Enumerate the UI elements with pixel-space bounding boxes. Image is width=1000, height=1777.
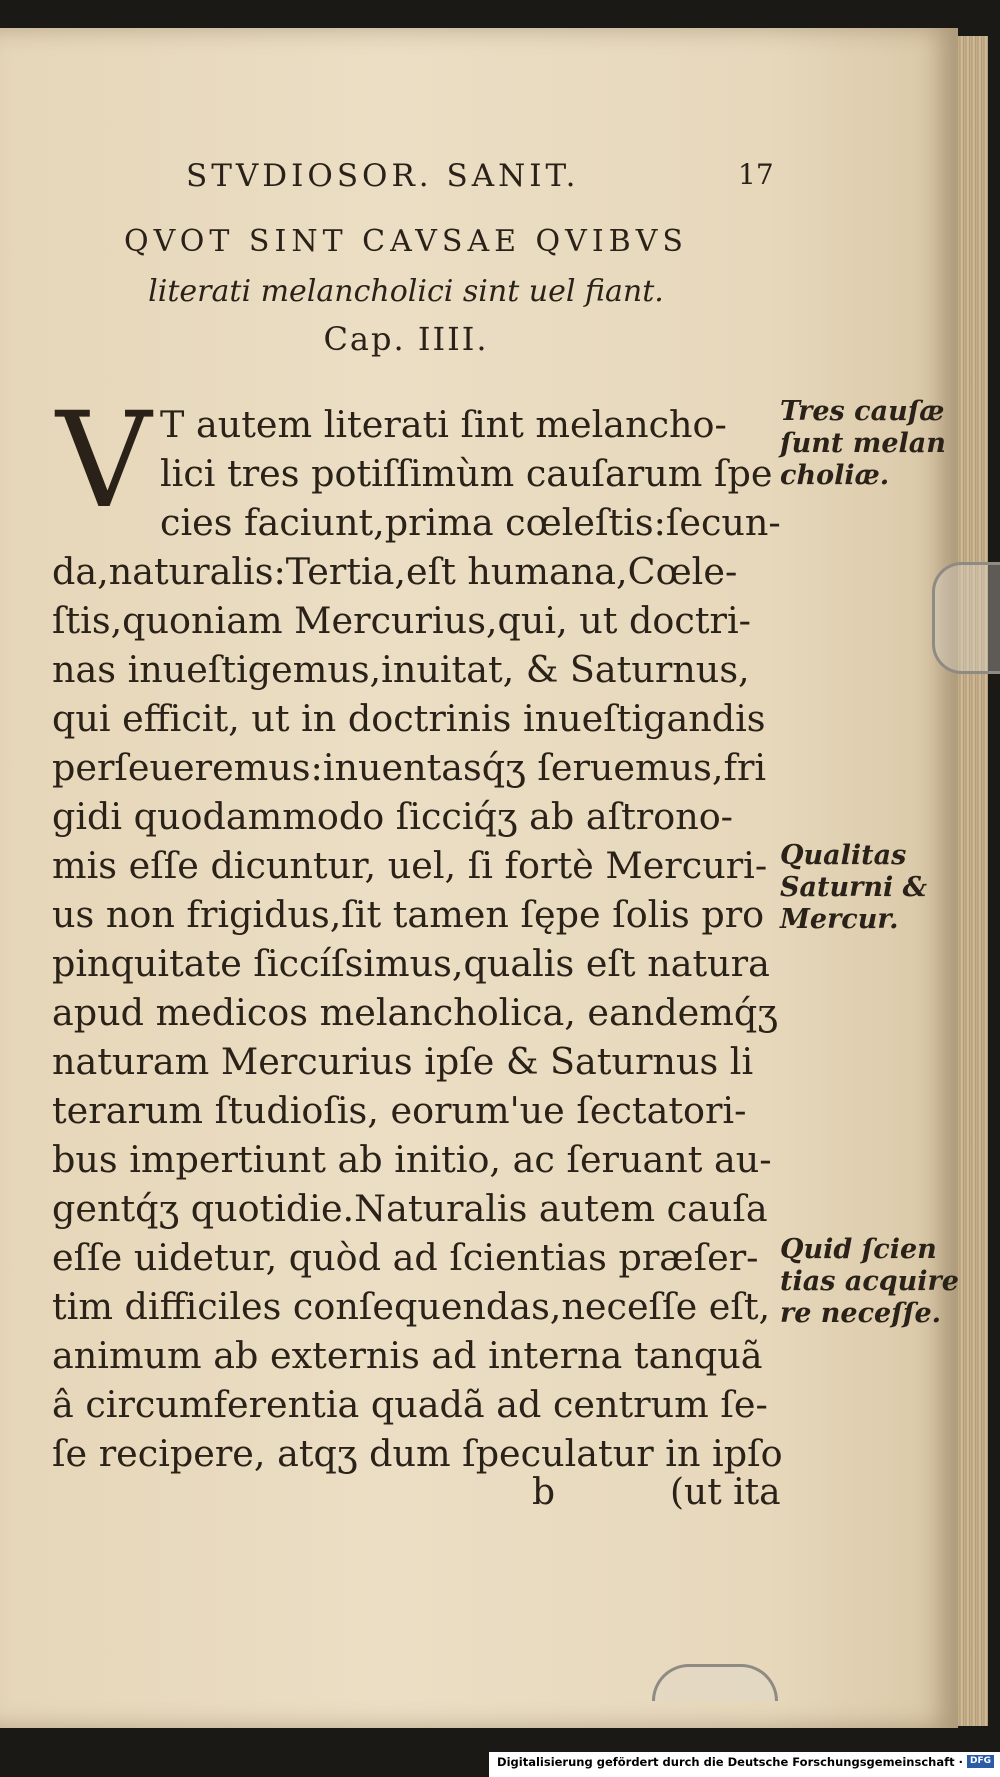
margin-note (780, 396, 946, 492)
margin-note (780, 840, 927, 936)
body-line: â circumferentia quadã ad centrum ſe- (52, 1383, 768, 1426)
body-line: naturam Mercurius ipſe & Saturnus li (52, 1040, 754, 1083)
folio-number: 17 (738, 158, 774, 191)
chapter-title-line2: literati melancholici sint uel fiant. (148, 274, 664, 309)
body-line: da,naturalis:Tertia,eſt humana,Cœle- (52, 550, 738, 593)
chapter-title-line1: QVOT SINT CAVSAE QVIBVS (124, 224, 688, 259)
body-line: pinquitate ſiccíſsimus,qualis eſt natura (52, 942, 770, 985)
body-line: ſe recipere, atqʒ dum ſpeculatur in ipſo (52, 1432, 783, 1475)
margin-note-line: Qualitas (780, 840, 907, 871)
body-line: animum ab externis ad interna tanquã (52, 1334, 763, 1377)
body-line: gentq́ʒ quotidie.Naturalis autem cauſa (52, 1187, 768, 1230)
body-line: T autem literati ſint melancho- (160, 403, 727, 446)
digitization-credit (489, 1752, 1000, 1777)
body-line: cies faciunt,prima cœleſtis:ſecun- (160, 501, 781, 544)
body-line: apud medicos melancholica, eandemq́ʒ (52, 991, 778, 1034)
margin-note-line: choliæ. (780, 460, 890, 491)
margin-note-line: Mercur. (780, 904, 899, 935)
margin-note-line: Tres cauſæ (780, 396, 945, 427)
body-line: nas inueſtigemus,inuitat, & Saturnus, (52, 648, 750, 691)
running-head (186, 158, 786, 194)
page-clip (932, 562, 1000, 674)
signature-mark: b (532, 1472, 556, 1513)
page-edge (958, 36, 988, 1726)
body-line: eſſe uidetur, quòd ad ſcientias præſer- (52, 1236, 759, 1279)
body-line: us non frigidus,ſit tamen ſępe ſolis pro (52, 893, 765, 936)
drop-cap: V (56, 384, 152, 538)
catchword: (ut ita (670, 1472, 781, 1513)
credit-text: Digitalisierung gefördert durch die Deutsche Forschungsgemeinschaft · (497, 1755, 963, 1769)
body-line: ſtis,quoniam Mercurius,qui, ut doctri- (52, 599, 751, 642)
body-line: bus impertiunt ab initio, ac ſeruant au- (52, 1138, 772, 1181)
body-line: gidi quodammodo ſicciq́ʒ ab aſtrono- (52, 795, 734, 838)
body-line: qui efficit, ut in doctrinis inueſtigandis (52, 697, 766, 740)
running-title: STVDIOSOR. SANIT. (186, 158, 580, 194)
margin-note-line: Quid ſcien (780, 1234, 937, 1265)
margin-note-line: ſunt melan (780, 428, 946, 459)
body-line: tim difficiles conſequendas,neceſſe eſt, (52, 1285, 771, 1328)
body-line: mis eſſe dicuntur, uel, ſi fortè Mercuri- (52, 844, 768, 887)
margin-note-line: tias acquire (780, 1266, 959, 1297)
chapter-number: Cap. IIII. (323, 320, 489, 358)
page-tab (652, 1664, 778, 1701)
body-line: lici tres potiſſimùm cauſarum ſpe (160, 452, 773, 495)
body-line: perſeueremus:inuentasq́ʒ ſeruemus,fri (52, 746, 767, 789)
margin-note-line: re neceſſe. (780, 1298, 942, 1329)
dfg-logo-icon: DFG (967, 1755, 994, 1768)
margin-note (780, 1234, 959, 1330)
body-line: terarum ſtudioſis, eorum'ue ſectatori- (52, 1089, 747, 1132)
margin-note-line: Saturni & (780, 872, 927, 903)
